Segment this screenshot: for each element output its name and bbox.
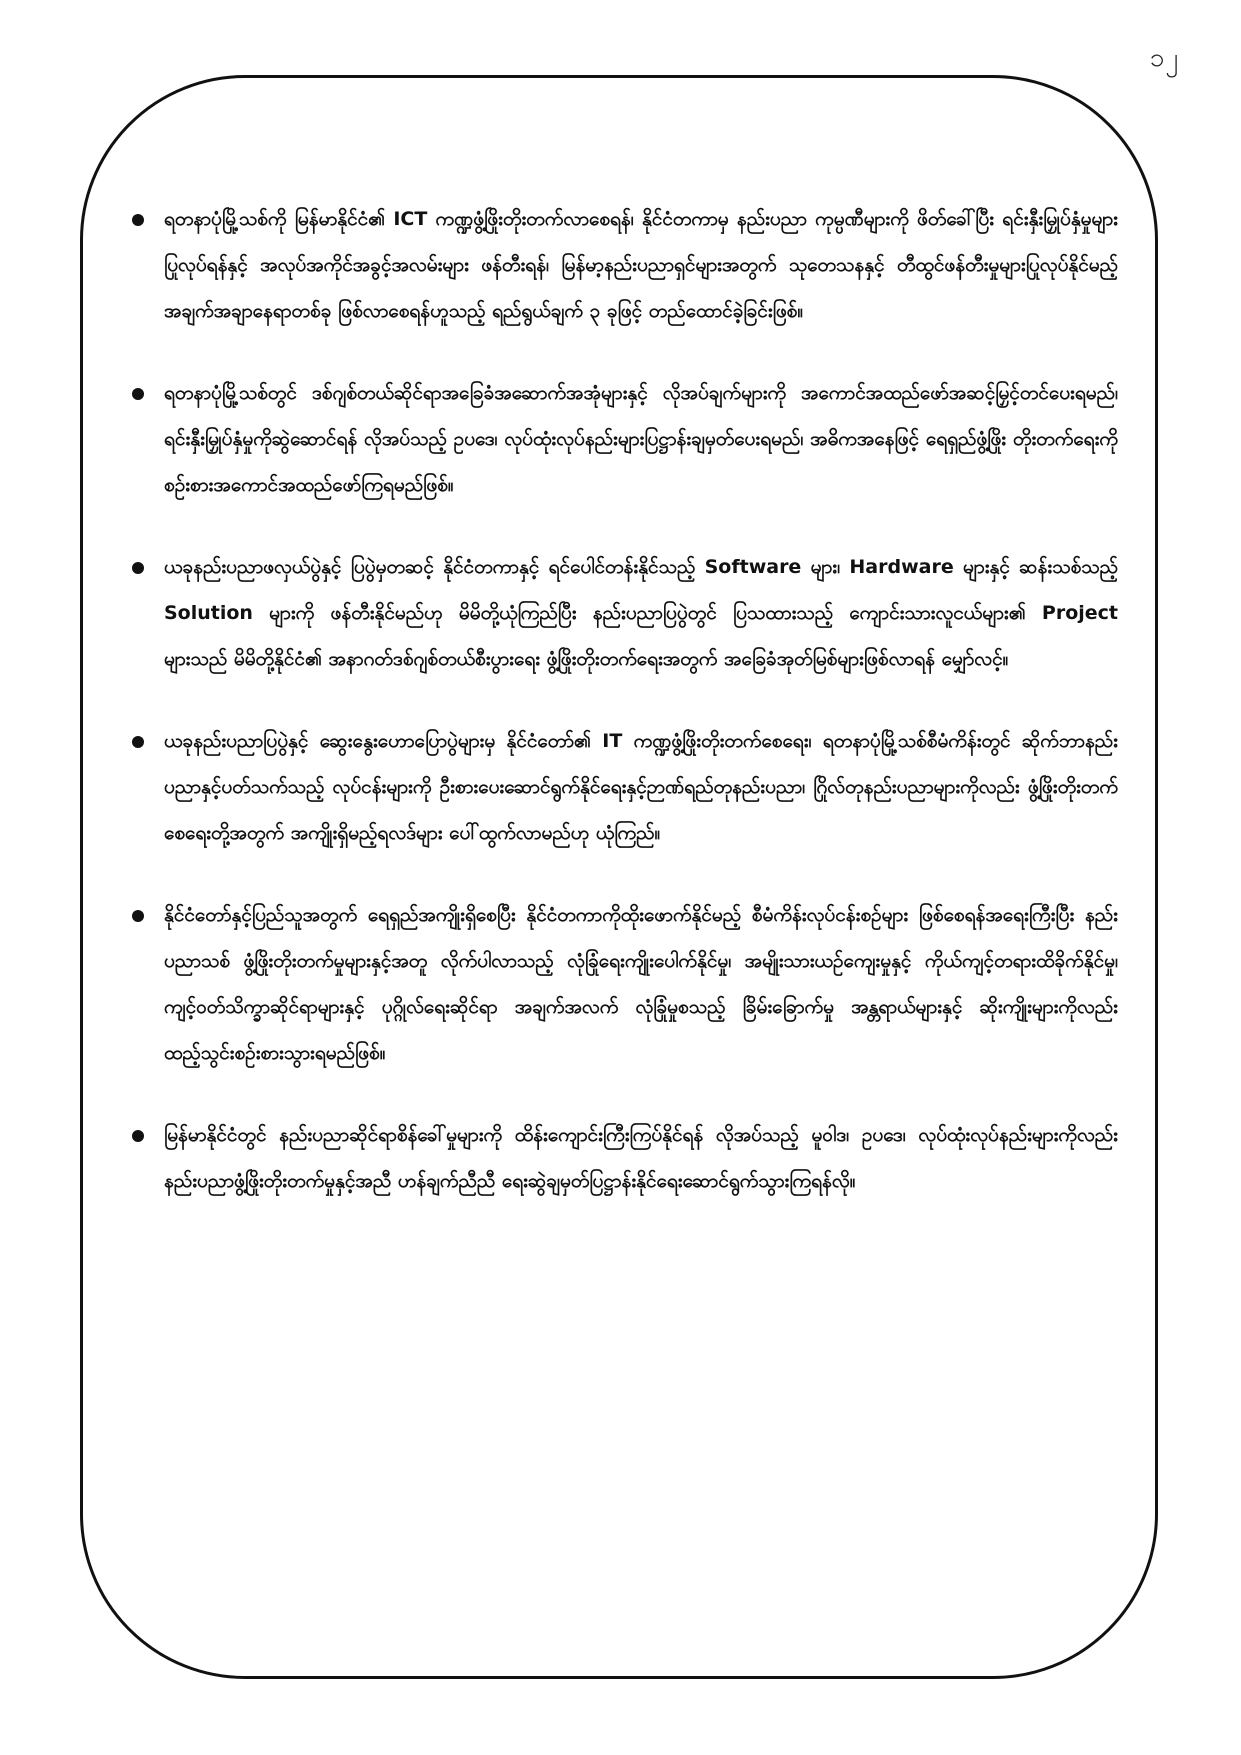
bullet-icon xyxy=(132,562,144,574)
list-item-text: နိုင်ငံတော်နှင့်ပြည်သူအတွက် ရေရှည်အကျိုးရှိစေပြီး နိုင်ငံတကာကိုထိုးဖောက်နိုင်မည့် စီမံကိန်းလုပ်ငန်းစဉ်များ ဖြစ်စေရန်အရေးကြီးပြီး နည်းပညာသစ် ဖွံ့ဖြိုးတိုးတက်မှုများနှင့်အတူ လိုက်ပါလာသည့် လုံခြုံရေးကျိုးပေါက်နိုင်မှု၊ အမျိုးသားယဉ်ကျေးမှုနှင့် ကိုယ်ကျင့်တရားထိခိုက်နိုင်မှု၊ ကျင့်ဝတ်သိက္ခာဆိုင်ရာများနှင့် ပုဂ္ဂိုလ်ရေးဆိုင်ရာ အချက်အလက် လုံခြုံမှုစသည့် ခြိမ်းခြောက်မှု အန္တရာယ်များနှင့် ဆိုးကျိုးများကိုလည်း ထည့်သွင်းစဉ်းစားသွားရမည်ဖြစ်။ xyxy=(164,904,1118,1064)
bullet-icon xyxy=(132,214,144,226)
list-item xyxy=(128,544,1118,682)
list-item xyxy=(128,370,1118,508)
list-item-text: ယခုနည်းပညာပြပွဲနှင့် ဆွေးနွေးဟောပြောပွဲများမှ နိုင်ငံတော်၏ IT ကဏ္ဍဖွံ့ဖြိုးတိုးတက်စေရေး၊ ရတနာပုံမြို့သစ်စီမံကိန်းတွင် ဆိုက်ဘာနည်းပညာနှင့်ပတ်သက်သည့် လုပ်ငန်းများကို ဦးစားပေးဆောင်ရွက်နိုင်ရေးနှင့်ဉာဏ်ရည်တုနည်းပညာ၊ ဂြိုလ်တုနည်းပညာများကိုလည်း ဖွံ့ဖြိုးတိုးတက်စေရေးတို့အတွက် အကျိုးရှိမည့်ရလဒ်များ ပေါ်ထွက်လာမည်ဟု ယုံကြည်။ xyxy=(164,730,1118,844)
list-item xyxy=(128,1112,1118,1204)
bullet-icon xyxy=(132,736,144,748)
page-number: ၁၂ xyxy=(1149,43,1179,73)
bullet-list xyxy=(128,196,1118,1240)
list-item xyxy=(128,892,1118,1076)
bullet-icon xyxy=(132,1130,144,1142)
list-item-text: ရတနာပုံမြို့သစ်တွင် ဒစ်ဂျစ်တယ်ဆိုင်ရာအခြေခံအဆောက်အအုံများနှင့် လိုအပ်ချက်များကို အကောင်အထည်ဖော်အဆင့်မြှင့်တင်ပေးရမည်၊ ရင်းနှီးမြှုပ်နှံမှုကိုဆွဲဆောင်ရန် လိုအပ်သည့် ဥပဒေ၊ လုပ်ထုံးလုပ်နည်းများပြဋ္ဌာန်းချမှတ်ပေးရမည်၊ အဓိကအနေဖြင့် ရေရှည်ဖွံ့ဖြိုး တိုးတက်ရေးကို စဉ်းစားအကောင်အထည်ဖော်ကြရမည်ဖြစ်။ xyxy=(164,382,1118,496)
list-item xyxy=(128,196,1118,334)
bullet-icon xyxy=(132,388,144,400)
list-item xyxy=(128,718,1118,856)
list-item-text: မြန်မာနိုင်ငံတွင် နည်းပညာဆိုင်ရာစိန်ခေါ်မှုများကို ထိန်းကျောင်းကြီးကြပ်နိုင်ရန် လိုအပ်သည့် မူဝါဒ၊ ဥပဒေ၊ လုပ်ထုံးလုပ်နည်းများကိုလည်း နည်းပညာဖွံ့ဖြိုးတိုးတက်မှုနှင့်အညီ ဟန်ချက်ညီညီ ရေးဆွဲချမှတ်ပြဋ္ဌာန်းနိုင်ရေးဆောင်ရွက်သွားကြရန်လို။ xyxy=(164,1124,1118,1192)
list-item-text: ယခုနည်းပညာဖလှယ်ပွဲနှင့် ပြပွဲမှတဆင့် နိုင်ငံတကာနှင့် ရင်ပေါင်တန်းနိုင်သည့် Software များ၊ Hardware များနှင့် ဆန်းသစ်သည့် Solution များကို ဖန်တီးနိုင်မည်ဟု မိမိတို့ယုံကြည်ပြီး နည်းပညာပြပွဲတွင် ပြသထားသည့် ကျောင်းသားလူငယ်များ၏ Project များသည် မိမိတို့နိုင်ငံ၏ အနာဂတ်ဒစ်ဂျစ်တယ်စီးပွားရေး ဖွံ့ဖြိုးတိုးတက်ရေးအတွက် အခြေခံအုတ်မြစ်များဖြစ်လာရန် မျှော်လင့်။ xyxy=(164,556,1118,670)
list-item-text: ရတနာပုံမြို့သစ်ကို မြန်မာနိုင်ငံ၏ ICT ကဏ္ဍဖွံ့ဖြိုးတိုးတက်လာစေရန်၊ နိုင်ငံတကာမှ နည်းပညာ ကုမ္ပဏီများကို ဖိတ်ခေါ်ပြီး ရင်းနှီးမြှုပ်နှံမှုများ ပြုလုပ်ရန်နှင့် အလုပ်အကိုင်အခွင့်အလမ်းများ ဖန်တီးရန်၊ မြန်မာ့နည်းပညာရှင်များအတွက် သုတေသနနှင့် တီထွင်ဖန်တီးမှုများပြုလုပ်နိုင်မည့် အချက်အချာနေရာတစ်ခု ဖြစ်လာစေရန်ဟူသည့် ရည်ရွယ်ချက် ၃ ခုဖြင့် တည်ထောင်ခဲ့ခြင်းဖြစ်။ xyxy=(164,208,1118,322)
bullet-icon xyxy=(132,910,144,922)
